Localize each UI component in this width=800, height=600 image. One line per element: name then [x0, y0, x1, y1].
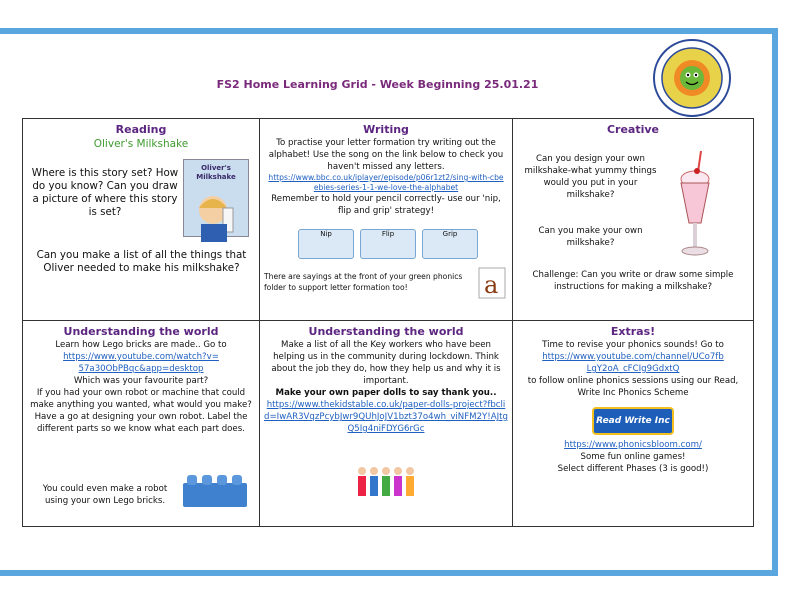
right-border-bar	[772, 28, 778, 576]
phonics-games-text: Some fun online games!	[580, 452, 686, 462]
phonics-follow-text: to follow online phonics sessions using our Read, Write Inc Phonics Scheme	[527, 376, 739, 398]
creative-title: Creative	[606, 123, 660, 136]
phonics-phases-text: Select different Phases (3 is good!)	[557, 464, 709, 474]
lego-video-link[interactable]: https://www.youtube.com/watch?v=57a30ObPBqc&app=desktop	[63, 352, 219, 374]
creative-cell	[513, 119, 753, 321]
utw1-question-1: Which was your favourite part?	[73, 376, 209, 386]
creative-challenge: Challenge: Can you write or draw some simple instructions for making a milkshake?	[532, 270, 734, 292]
creative-question-2: Can you make your own milkshake?	[538, 226, 643, 248]
bottom-border-bar	[0, 570, 778, 576]
extras-title: Extras!	[610, 325, 656, 338]
writing-cell	[260, 119, 513, 321]
flip-step	[360, 229, 416, 259]
top-border-bar	[0, 28, 778, 34]
paper-dolls-prompt: Make your own paper dolls to say thank you..	[275, 388, 497, 398]
learning-grid	[22, 118, 754, 527]
reading-question-2: Can you make a list of all the things that Oliver needed to make his milkshake?	[36, 249, 247, 274]
letter-a-image	[478, 267, 506, 307]
reading-cell	[23, 119, 260, 321]
alphabet-song-link[interactable]: https://www.bbc.co.uk/iplayer/episode/p06r1zt2/sing-with-cbeebies-series-1-1-we-love-the-alphabet	[268, 173, 504, 192]
phonics-bloom-link[interactable]: https://www.phonicsbloom.com/	[564, 440, 702, 450]
reading-question-1: Where is this story set? How do you know? Can you draw a picture of where this story is set?	[31, 167, 179, 218]
understanding-world-lego-cell	[23, 321, 260, 526]
utw1-title: Understanding the world	[63, 325, 219, 338]
creative-question-1: Can you design your own milkshake-what yummy things would you put in your milkshake?	[524, 154, 657, 200]
reading-title: Reading	[115, 123, 167, 136]
book-cover-image	[183, 159, 249, 237]
understanding-world-keyworkers-cell	[260, 321, 513, 526]
nip-label: Nip	[320, 230, 332, 238]
read-write-inc-logo: Read Write Inc	[592, 407, 674, 435]
sayings-note: There are sayings at the front of your green phonics folder to support letter formation too!	[264, 272, 463, 292]
flip-label: Flip	[381, 230, 395, 238]
grip-note: Remember to hold your pencil correctly- use our 'nip, flip and grip' strategy!	[271, 194, 501, 216]
svg-text:a: a	[484, 271, 499, 299]
page-title: FS2 Home Learning Grid - Week Beginning 25.01.21	[216, 78, 539, 91]
milkshake-icon	[667, 149, 723, 261]
utw1-question-2: If you had your own robot or machine that could make anything you wanted, what would you make?	[30, 388, 252, 410]
nip-step	[298, 229, 354, 259]
extras-intro: Time to revise your phonics sounds! Go to	[542, 340, 724, 350]
utw2-intro: Make a list of all the Key workers who have been helping us in the community during lockdown. Think about the job they do, how they help us and why it is important.	[271, 340, 501, 386]
extras-cell	[513, 321, 753, 526]
grip-label: Grip	[442, 230, 458, 238]
grip-step	[422, 229, 478, 259]
writing-intro: To practise your letter formation try writing out the alphabet! Use the song on the link below to check you haven't missed any letters.	[268, 138, 504, 172]
paper-dolls-link[interactable]: https://www.thekidstable.co.uk/paper-dolls-project?fbclid=IwAR3VqzPcybJwr9QUhJoJV1bzt37o4wh_viNFM2Y!AJtgQ5Ig4niFDYG6rGc	[264, 400, 508, 434]
utw1-question-3: Have a go at designing your own robot. Label the different parts so we know what each part does.	[34, 412, 248, 434]
utw2-title: Understanding the world	[308, 325, 464, 338]
reading-subtitle: Oliver's Milkshake	[93, 138, 189, 150]
phonics-channel-link[interactable]: https://www.youtube.com/channel/UCo7fbLgY2oA_cFCIg9GdxtQ	[542, 352, 724, 374]
utw1-question-4: You could even make a robot using your own Lego bricks.	[42, 484, 168, 506]
book-cover-title: Oliver's Milkshake	[196, 164, 236, 181]
utw1-intro: Learn how Lego bricks are made.. Go to	[55, 340, 227, 350]
nip-flip-grip-images	[298, 229, 478, 259]
boy-with-milkshake-illustration	[185, 182, 247, 242]
paper-dolls-image	[354, 463, 420, 503]
lego-brick-image	[179, 471, 251, 511]
school-logo	[652, 38, 732, 118]
writing-title: Writing	[363, 123, 409, 136]
